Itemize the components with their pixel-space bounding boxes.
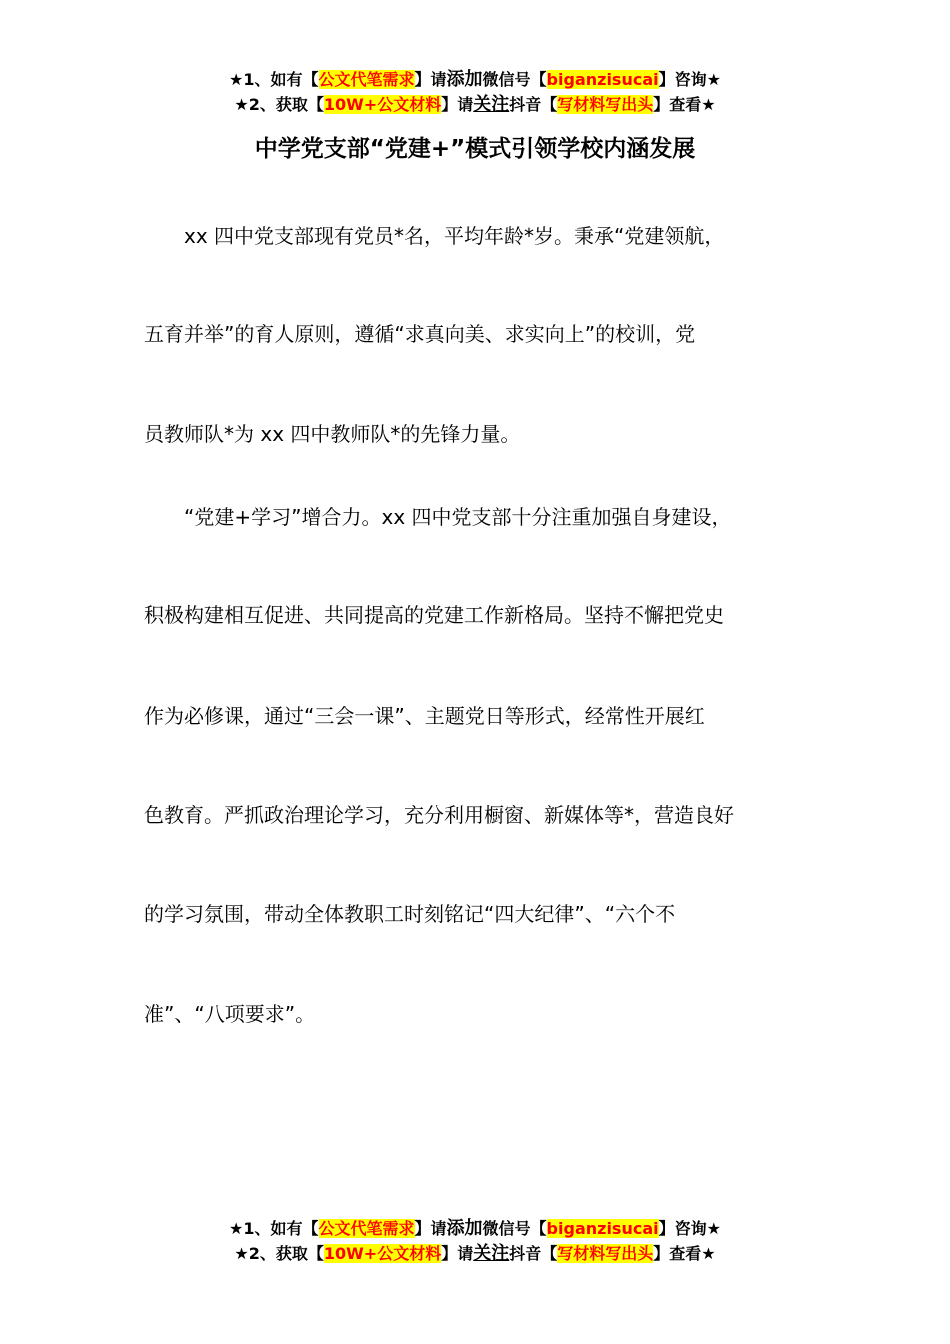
banner-highlight-douyin-id: 写材料写出头	[557, 1244, 654, 1263]
banner-text: 微信号【	[482, 1219, 547, 1238]
body-line: 作为必修课，通过“三会一课”、主题党日等形式，经常性开展红	[144, 704, 705, 728]
banner-text: 】请	[441, 95, 474, 114]
banner-text: 】查看★	[653, 1244, 716, 1263]
body-line: 五育并举”的育人原则，遵循“求真向美、求实向上”的校训，党	[144, 322, 696, 346]
header-banner	[0, 67, 950, 117]
body-line: 色教育。严抓政治理论学习，充分利用橱窗、新媒体等*，营造良好	[144, 803, 734, 827]
banner-text: 】请	[441, 1244, 474, 1263]
banner-line-2	[0, 92, 950, 117]
banner-line-1	[0, 67, 950, 92]
banner-text: ★1、如有【	[229, 70, 319, 89]
banner-text: 】请	[414, 70, 447, 89]
body-line: 准”、“八项要求”。	[144, 1002, 316, 1026]
banner-highlight-wechat-id: biganzisucai	[546, 1219, 659, 1238]
body-line: “党建+学习”增合力。xx 四中党支部十分注重加强自身建设，	[184, 505, 732, 529]
document-title: 中学党支部“党建+”模式引领学校内涵发展	[254, 136, 696, 162]
body-line: 积极构建相互促进、共同提高的党建工作新格局。坚持不懈把党史	[144, 603, 724, 627]
banner-text: 】咨询★	[658, 1219, 721, 1238]
banner-text: ★2、获取【	[234, 1244, 324, 1263]
body-line: 员教师队*为 xx 四中教师队*的先锋力量。	[144, 422, 521, 446]
banner-text: 】咨询★	[658, 70, 721, 89]
banner-text: ★1、如有【	[229, 1219, 319, 1238]
banner-text: 抖音【	[509, 1244, 558, 1263]
banner-highlight: 公文代笔需求	[318, 1219, 415, 1238]
banner-highlight-douyin-id: 写材料写出头	[557, 95, 654, 114]
banner-highlight-wechat-id: biganzisucai	[546, 70, 659, 89]
footer-banner	[0, 1216, 950, 1266]
banner-text: 】查看★	[653, 95, 716, 114]
banner-text: ★2、获取【	[234, 95, 324, 114]
body-line: 的学习氛围，带动全体教职工时刻铭记“四大纪律”、“六个不	[144, 902, 676, 926]
banner-emphasis: 添加	[446, 69, 483, 90]
banner-line-1	[0, 1216, 950, 1241]
banner-text: 】请	[414, 1219, 447, 1238]
banner-text: 微信号【	[482, 70, 547, 89]
banner-emphasis: 关注	[473, 94, 510, 115]
banner-text: 抖音【	[509, 95, 558, 114]
banner-highlight: 10W+公文材料	[323, 95, 442, 114]
banner-highlight: 公文代笔需求	[318, 70, 415, 89]
banner-emphasis: 关注	[473, 1243, 510, 1264]
body-line: xx 四中党支部现有党员*名，平均年龄*岁。秉承“党建领航，	[184, 224, 725, 248]
banner-highlight: 10W+公文材料	[323, 1244, 442, 1263]
banner-line-2	[0, 1241, 950, 1266]
banner-emphasis: 添加	[446, 1218, 483, 1239]
